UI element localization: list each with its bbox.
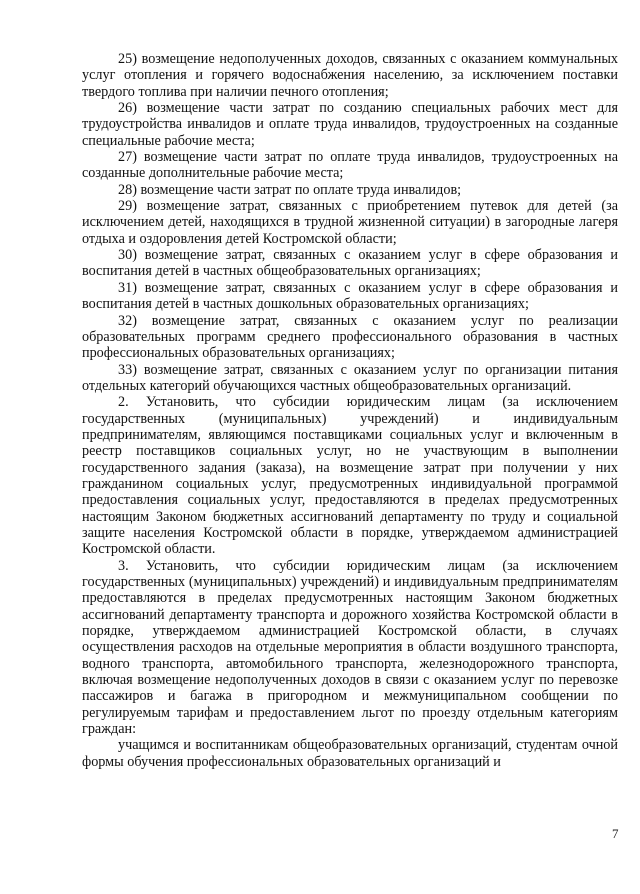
paragraph-section-3: 3. Установить, что субсидии юридическим лицам (за исключением государственных (муниципальных) учреждений) и индивидуальным предпринимателям предоставляются в пределах предусмотренных настоящим Законом бюджетных ассигнований департаменту транспорта и дорожного хозяйства Костромской области в порядке, утверждаемом администрацией Костромской области, в случаях осуществления расходов на отдельные мероприятия в области воздушного транспорта, водного транспорта, автомобильного транспорта, железнодорожного транспорта, включая возмещение недополученных доходов в связи с оказанием услуг по перевозке пассажиров и багажа в пригородном и межмуниципальном сообщении по регулируемым тарифам и предоставлением льгот по проезду отдельным категориям граждан: <box>82 557 618 738</box>
paragraph-item-26: 26) возмещение части затрат по созданию специальных рабочих мест для трудоустройства инвалидов и оплате труда инвалидов, трудоустроенных на созданные специальные рабочие места; <box>82 100 618 149</box>
paragraph-item-29: 29) возмещение затрат, связанных с приобретением путевок для детей (за исключением детей, находящихся в трудной жизненной ситуации) в загородные лагеря отдыха и оздоровления детей Костромской области; <box>82 198 618 247</box>
paragraph-item-28: 28) возмещение части затрат по оплате труда инвалидов; <box>118 181 462 198</box>
paragraph-item-33: 33) возмещение затрат, связанных с оказанием услуг по организации питания отдельных категорий обучающихся частных общеобразовательных организаций. <box>82 361 618 394</box>
paragraph-item-27: 27) возмещение части затрат по оплате труда инвалидов, трудоустроенных на созданные дополнительные рабочие места; <box>82 149 618 182</box>
paragraph-students: учащимся и воспитанникам общеобразовательных организаций, студентам очной формы обучения профессиональных образовательных организаций и <box>82 737 618 770</box>
paragraph-item-32: 32) возмещение затрат, связанных с оказанием услуг по реализации образовательных программ среднего профессионального образования в частных профессиональных образовательных организациях; <box>82 312 618 362</box>
page-number: 7 <box>612 826 619 841</box>
paragraph-section-2: 2. Установить, что субсидии юридическим лицам (за исключением государственных (муниципальных) учреждений) и индивидуальным предпринимателям, являющимся поставщиками социальных услуг и включенным в реестр поставщиков социальных услуг, но не участвующим в выполнении государственного задания (заказа), на возмещение затрат при получении у них гражданином социальных услуг, предусмотренных индивидуальной программой предоставления социальных услуг, предоставляются в пределах предусмотренных настоящим Законом бюджетных ассигнований департаменту по труду и социальной защите населения Костромской области в порядке, утверждаемом администрацией Костромской области. <box>82 394 618 558</box>
document-body <box>82 51 618 770</box>
paragraph-item-30: 30) возмещение затрат, связанных с оказанием услуг в сфере образования и воспитания детей в частных общеобразовательных организациях; <box>82 247 618 280</box>
paragraph-item-31: 31) возмещение затрат, связанных с оказанием услуг в сфере образования и воспитания детей в частных дошкольных образовательных организациях; <box>82 279 618 313</box>
paragraph-item-25: 25) возмещение недополученных доходов, связанных с оказанием коммунальных услуг отопления и горячего водоснабжения населению, за исключением поставки твердого топлива при наличии печного отопления; <box>82 51 618 100</box>
